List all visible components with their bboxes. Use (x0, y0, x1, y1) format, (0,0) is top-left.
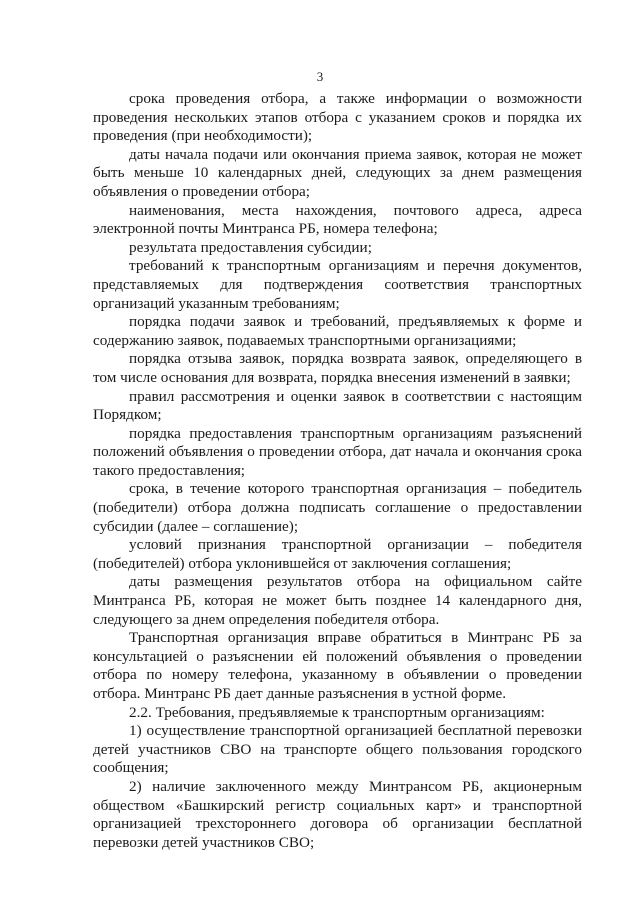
paragraph: результата предоставления субсидии; (129, 238, 372, 256)
paragraph: наименования, места нахождения, почтового адреса, адреса электронной почты Минтранса РБ, номера телефона; (93, 201, 582, 238)
requirement-item: 1) осуществление транспортной организацией бесплатной перевозки детей участников СВО на транспорте общего пользования городского сообщения; (93, 722, 582, 777)
paragraph: требований к транспортным организациям и перечня документов, представляемых для подтверждения соответствия транспортных организаций указанным требованиям; (93, 257, 582, 312)
paragraph: Транспортная организация вправе обратиться в Минтранс РБ за консультацией о разъяснении ей положений объявления о проведении отбора по номеру телефона, указанному в объявлении о проведении отбора. Минтранс РБ дает данные разъяснения в устной форме. (93, 629, 582, 702)
page-number: 3 (316, 69, 324, 84)
paragraph: порядка предоставления транспортным организациям разъяснений положений объявления о проведении отбора, дат начала и окончания срока такого предоставления; (93, 424, 582, 479)
paragraph: порядка подачи заявок и требований, предъявляемых к форме и содержанию заявок, подаваемых транспортными организациями; (93, 313, 582, 349)
section-heading: 2.2. Требования, предъявляемые к транспортным организациям: (129, 703, 545, 721)
paragraph: срока, в течение которого транспортная организация – победитель (победители) отбора должна подписать соглашение о предоставлении субсидии (далее – соглашение); (93, 480, 582, 535)
document-body (93, 90, 582, 852)
paragraph: условий признания транспортной организации – победителя (победителей) отбора уклонившейся от заключения соглашения; (93, 536, 582, 572)
paragraph: даты размещения результатов отбора на официальном сайте Минтранса РБ, которая не может быть позднее 14 календарного дня, следующего за днем определения победителя отбора. (93, 573, 582, 628)
paragraph: даты начала подачи или окончания приема заявок, которая не может быть меньше 10 календарных дней, следующих за днем размещения объявления о проведении отбора; (93, 145, 582, 200)
paragraph: срока проведения отбора, а также информации о возможности проведения нескольких этапов отбора с указанием сроков и порядка их проведения (при необходимости); (93, 90, 582, 145)
paragraph: правил рассмотрения и оценки заявок в соответствии с настоящим Порядком; (93, 387, 582, 424)
requirement-item: 2) наличие заключенного между Минтрансом РБ, акционерным обществом «Башкирский регистр социальных карт» и транспортной организацией трехстороннего договора об организации бесплатной перевозки детей участников СВО; (93, 777, 582, 851)
paragraph: порядка отзыва заявок, порядка возврата заявок, определяющего в том числе основания для возврата, порядка внесения изменений в заявки; (93, 350, 582, 386)
